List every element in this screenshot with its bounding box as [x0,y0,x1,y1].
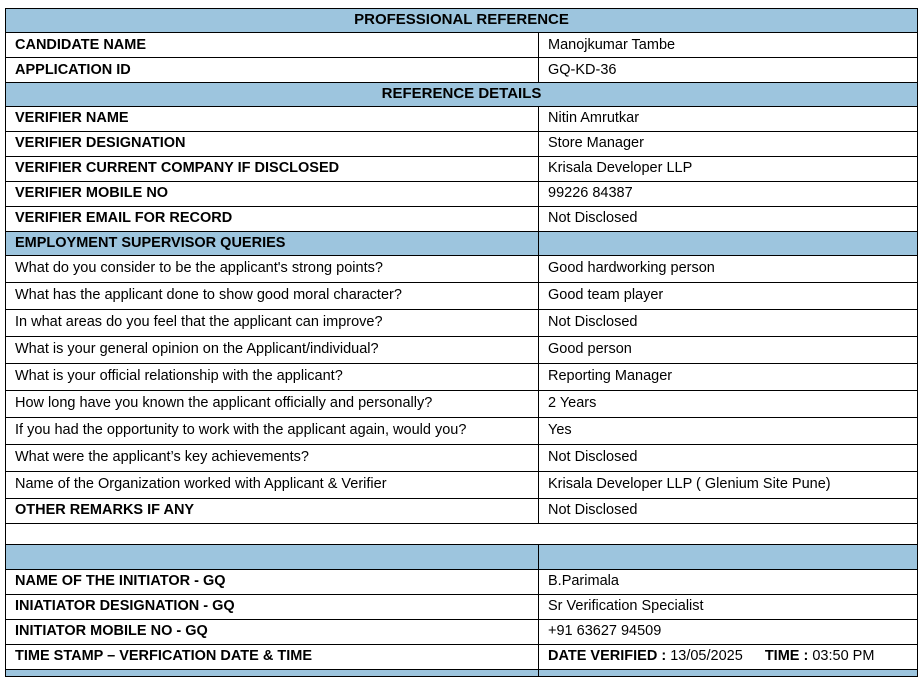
application-id-row [6,57,918,82]
timestamp-date-value: 13/05/2025 [670,648,743,665]
answer-3: Not Disclosed [539,309,918,336]
initiator-section-divider-row [6,544,918,569]
verifier-designation-row [6,131,918,156]
section-row-professional-reference [6,9,918,33]
candidate-name-value: Manojkumar Tambe [539,32,918,57]
answer-8: Not Disclosed [539,444,918,471]
answer-1: Good hardworking person [539,255,918,282]
question-row-2 [6,282,918,309]
initiator-mobile-label: INITIATOR MOBILE NO - GQ [6,619,539,644]
answer-7: Yes [539,417,918,444]
verifier-email-value: Not Disclosed [539,206,918,231]
answer-5: Reporting Manager [539,363,918,390]
initiator-designation-label: INIATIATOR DESIGNATION - GQ [6,594,539,619]
initiator-mobile-row [6,619,918,644]
initiator-designation-value: Sr Verification Specialist [539,594,918,619]
timestamp-time-value: 03:50 PM [812,648,875,665]
section-row-reference-details [6,82,918,106]
application-id-value: GQ-KD-36 [539,57,918,82]
bottom-accent-row [6,669,918,676]
verifier-name-label: VERIFIER NAME [6,106,539,131]
question-row-9 [6,471,918,498]
reference-table [5,8,918,677]
verifier-company-label: VERIFIER CURRENT COMPANY IF DISCLOSED [6,156,539,181]
question-7: If you had the opportunity to work with the applicant again, would you? [6,417,539,444]
initiator-divider-right-cell [539,544,918,569]
question-4: What is your general opinion on the Applicant/individual? [6,336,539,363]
application-id-label: APPLICATION ID [6,57,539,82]
verifier-email-row [6,206,918,231]
verifier-name-value: Nitin Amrutkar [539,106,918,131]
question-row-3 [6,309,918,336]
other-remarks-label: OTHER REMARKS IF ANY [6,498,539,523]
question-row-1 [6,255,918,282]
timestamp-date-label: DATE VERIFIED : [548,648,667,665]
question-row-4 [6,336,918,363]
candidate-name-label: CANDIDATE NAME [6,32,539,57]
candidate-name-row [6,32,918,57]
question-2: What has the applicant done to show good moral character? [6,282,539,309]
question-5: What is your official relationship with the applicant? [6,363,539,390]
other-remarks-value: Not Disclosed [539,498,918,523]
verifier-designation-label: VERIFIER DESIGNATION [6,131,539,156]
question-3: In what areas do you feel that the applicant can improve? [6,309,539,336]
section-title-reference-details: REFERENCE DETAILS [6,82,918,106]
verifier-company-row [6,156,918,181]
answer-6: 2 Years [539,390,918,417]
initiator-name-row [6,569,918,594]
question-8: What were the applicant’s key achievements? [6,444,539,471]
timestamp-value [539,644,918,669]
initiator-name-value: B.Parimala [539,569,918,594]
initiator-name-label: NAME OF THE INITIATOR - GQ [6,569,539,594]
initiator-designation-row [6,594,918,619]
answer-4: Good person [539,336,918,363]
verifier-name-row [6,106,918,131]
section-title-professional-reference: PROFESSIONAL REFERENCE [6,9,918,33]
question-1: What do you consider to be the applicant's strong points? [6,255,539,282]
timestamp-time-label: TIME : [764,648,809,665]
question-9: Name of the Organization worked with Applicant & Verifier [6,471,539,498]
verifier-designation-value: Store Manager [539,131,918,156]
question-row-5 [6,363,918,390]
timestamp-label: TIME STAMP – VERFICATION DATE & TIME [6,644,539,669]
employment-queries-header-row [6,231,918,255]
other-remarks-row [6,498,918,523]
initiator-mobile-value: +91 63627 94509 [539,619,918,644]
verifier-mobile-value: 99226 84387 [539,181,918,206]
bottom-accent-right-cell [539,669,918,676]
bottom-accent-left-cell [6,669,539,676]
spacer-row [6,523,918,544]
question-row-7 [6,417,918,444]
question-row-8 [6,444,918,471]
verifier-company-value: Krisala Developer LLP [539,156,918,181]
verifier-email-label: VERIFIER EMAIL FOR RECORD [6,206,539,231]
initiator-divider-left-cell [6,544,539,569]
spacer-cell [6,523,918,544]
verifier-mobile-row [6,181,918,206]
question-row-6 [6,390,918,417]
answer-2: Good team player [539,282,918,309]
verifier-mobile-label: VERIFIER MOBILE NO [6,181,539,206]
employment-queries-title: EMPLOYMENT SUPERVISOR QUERIES [6,231,539,255]
answer-9: Krisala Developer LLP ( Glenium Site Pune) [539,471,918,498]
question-6: How long have you known the applicant officially and personally? [6,390,539,417]
timestamp-row [6,644,918,669]
employment-queries-header-empty-cell [539,231,918,255]
